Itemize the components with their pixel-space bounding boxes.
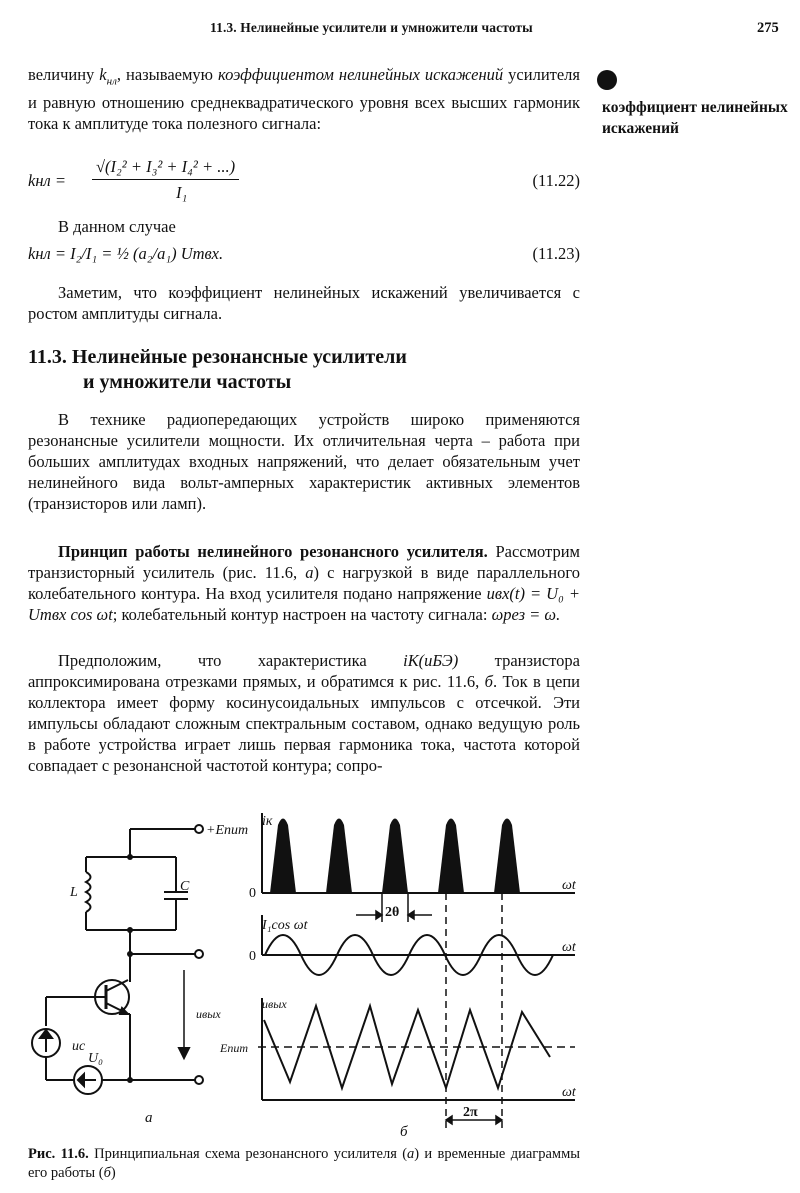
figure-11-6 [0,800,800,1140]
terminals [195,825,203,1084]
label-U0: U₀ [88,1051,103,1066]
figure-caption: Рис. 11.6. Принципиальная схема резонансного усилителя (а) и временные диаграммы его работы (б) [28,1146,580,1181]
label-a: а [145,1110,153,1126]
eq-1123-text: kнл = I₂/I₁ = ½ (a₂/a₁) Umвх. [28,244,224,263]
circuit-schematic [32,829,196,1094]
eq-1123-number: (11.23) [532,244,580,263]
terminal-output-bottom [195,1076,203,1084]
section-heading [28,345,407,395]
label-b: б [400,1124,408,1140]
margin-bullet-icon [597,70,617,90]
label-uc: uс [72,1039,86,1054]
terminal-output-top [195,950,203,958]
label-u-out-circuit: uвых [196,1007,221,1021]
inductor-coil [86,872,91,912]
period-guides [446,893,502,1128]
label-wt-bottom: ωt [562,1085,576,1100]
page-number: 275 [757,20,779,36]
label-supply: +Eпит [206,823,249,838]
eq-1122-number: (11.22) [532,171,580,190]
note-paragraph: Заметим, что коэффициент нелинейных искажений увеличивается с ростом амплитуды сигнала. [28,283,580,323]
label-ik: iк [262,814,273,829]
eq-1122-lhs: kнл = [28,171,66,190]
intro-paragraph: величину $k_{нл}$, называемую коэффициентом нелинейных искажений усилителя и равную отношению среднеквадратического уровня всех высших гармоник тока к амплитуде тока полезного сигнала: [28,65,581,134]
assume-paragraph: Предположим, что характеристика iК(uБЭ) транзистора аппроксимирована отрезками прямых, и обратимся к рис. 11.6, б. Ток в цепи коллектора имеет форму косинусоидальных импульсов с отсечкой. Эти импульсы обладают сложным спектральным составом, однако ведущую роль в работе устройства играет лишь первая гармоника тока, частота которой совпадает с резонансной частотой контура; сопро- [28,651,580,775]
terminal-supply [195,825,203,833]
label-wt-mid: ωt [562,940,576,955]
label-two-pi: 2π [463,1105,478,1120]
label-C: C [180,879,190,894]
section-heading-line2: и умножители частоты [83,371,292,393]
technique-paragraph: В технике радиопередающих устройств широко применяются резонансные усилители мощности. Их отличительная черта – работа при больших амплитудах входных напряжений, что делает обязательным учет нелинейного вида вольт-амперных характеристик активных элементов (транзисторов или ламп). [28,410,580,513]
in-this-case: В данном случае [58,217,176,236]
equation-11-23 [28,244,580,268]
collector-current-pulses [270,819,520,894]
label-L: L [70,885,78,900]
label-u-out-diagram: uвых [262,997,287,1011]
principle-paragraph: Принцип работы нелинейного резонансного усилителя. Рассмотрим транзисторный усилитель (рис. 11.6, а) с нагрузкой в виде параллельного колебательного контура. На вход усилителя подано напряжение uвх(t) = U₀ + Umвх cos ωt; колебательный контур настроен на частоту сигнала: ωрез = ω. [28,542,580,624]
label-wt-top: ωt [562,878,576,893]
diagram-axes [262,813,575,1100]
margin-note: коэффициент нелинейных искажений [602,99,788,137]
section-heading-line1: 11.3. Нелинейные резонансные усилители [28,346,407,368]
eq-1122-numerator: √(I₂² + I₃² + I₄² + ...) [92,157,239,180]
label-i1cos: I₁cos ωt [262,918,308,933]
label-zero-mid: 0 [249,949,256,964]
label-E-pit: Eпит [220,1041,248,1055]
label-two-theta: 2θ [385,905,400,920]
equation-11-22 [28,157,580,205]
label-zero-top: 0 [249,886,256,901]
running-title: 11.3. Нелинейные усилители и умножители частоты [210,20,533,35]
eq-1122-denominator: I₁ [176,183,188,202]
